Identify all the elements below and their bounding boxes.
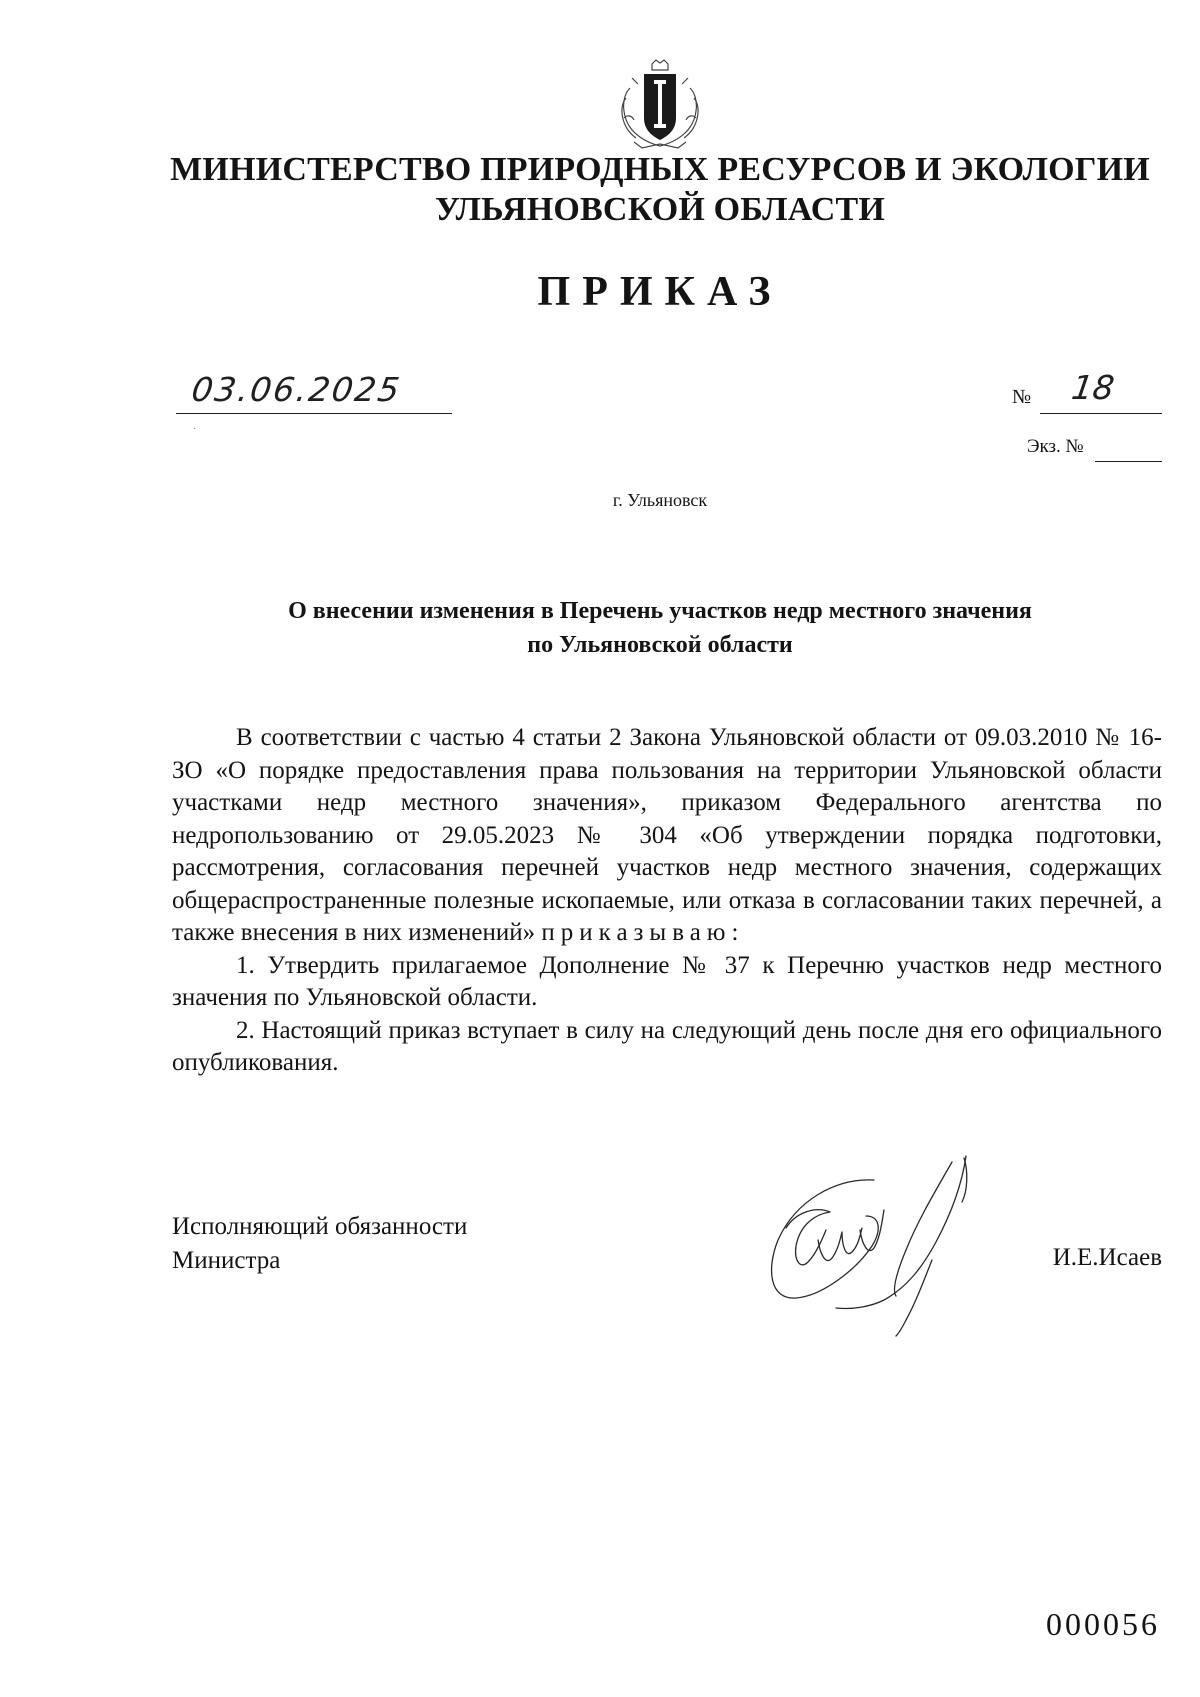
copy-underline xyxy=(1095,461,1162,462)
copy-number-field xyxy=(1027,434,1162,462)
signatory-position xyxy=(172,1210,467,1278)
ministry-name-line2: УЛЬЯНОВСКОЙ ОБЛАСТИ xyxy=(434,191,886,228)
scan-speck xyxy=(194,428,195,429)
ministry-name-line1: МИНИСТЕРСТВО ПРИРОДНЫХ РЕСУРСОВ И ЭКОЛОГИИ xyxy=(170,151,1150,188)
copy-label: Экз. № xyxy=(1027,436,1084,457)
order-body xyxy=(172,722,1162,1080)
subject-line2: по Ульяновской области xyxy=(527,632,793,658)
clause-2: 2. Настоящий приказ вступает в силу на следующий день после дня его официального опубликования. xyxy=(172,1016,1162,1076)
preamble-text: В соответствии с частью 4 статьи 2 Закона Ульяновской области от 09.03.2010 № 16-ЗО «О порядке предоставления права пользования на территории Ульяновской области участками недр местного значения», приказом Федерального агентства по недропользованию от 29.05.2023 № 304 «Об утверждении порядка подготовки, рассмотрения, согласования перечней участков недр местного значения, содержащих общераспространенные полезные ископаемые, или отказа в согласовании таких перечней, а также внесения в них изменений» xyxy=(172,724,1162,946)
subject-line1: О внесении изменения в Перечень участков недр местного значения xyxy=(288,598,1032,624)
position-line2: Министра xyxy=(172,1247,281,1274)
preamble-paragraph xyxy=(172,722,1162,950)
order-number: 18 xyxy=(1069,368,1117,407)
date-underline xyxy=(176,413,452,414)
clause-1: 1. Утвердить прилагаемое Дополнение № 37 к Перечню участков недр местного значения по Ульяновской области. xyxy=(172,951,1162,1011)
number-underline xyxy=(1040,413,1162,414)
order-number-field xyxy=(1012,370,1162,414)
signatory-name: И.Е.Исаев xyxy=(1052,1244,1162,1271)
position-line1: Исполняющий обязанности xyxy=(172,1213,468,1240)
order-verb: приказываю: xyxy=(541,919,745,946)
order-date: 03.06.2025 xyxy=(189,370,404,409)
order-date-field xyxy=(176,370,452,414)
handwritten-signature xyxy=(756,1150,976,1340)
document-serial-number: 000056 xyxy=(1046,1606,1160,1642)
city: г. Ульяновск xyxy=(612,490,708,510)
number-label: № xyxy=(1012,386,1032,408)
coat-of-arms-icon xyxy=(612,58,708,150)
order-title: ПРИКАЗ xyxy=(537,269,783,315)
